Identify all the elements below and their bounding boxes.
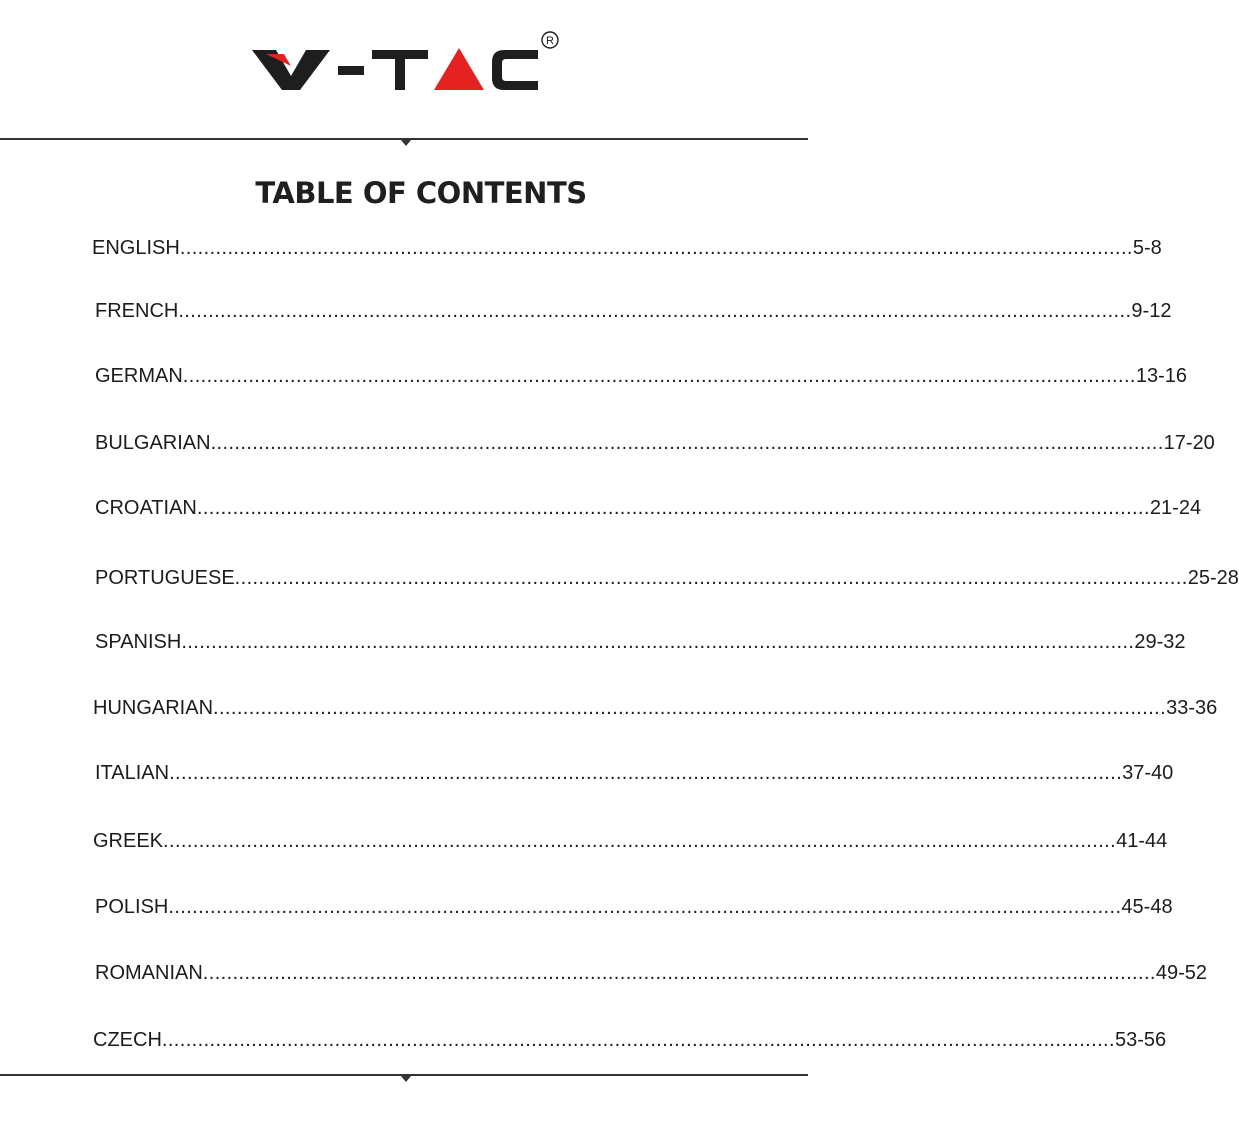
logo-c [492,50,538,90]
toc-leader: ................................................................................................................................................................ [168,896,1122,918]
toc-language: PORTUGUESE [95,567,235,589]
toc-pages: 37-40 [1122,762,1174,784]
toc-leader: ................................................................................................................................................................ [202,962,1156,984]
toc-language: ENGLISH [92,237,180,259]
toc-language: CZECH [93,1029,162,1051]
toc-entry-french [95,295,1172,323]
toc-pages: 17-20 [1163,432,1215,454]
toc-entry-hungarian [93,692,1218,720]
vtac-logo [246,26,566,98]
top-divider-notch [401,140,411,146]
toc-pages: 49-52 [1155,962,1208,984]
toc-language: BULGARIAN [95,432,211,454]
toc-entry-polish [95,891,1173,919]
toc-leader: ................................................................................................................................................................ [179,237,1133,259]
toc-pages: 9-12 [1131,300,1172,322]
toc-language: SPANISH [95,631,182,653]
toc-pages: 5-8 [1132,237,1162,259]
logo-a-triangle [434,48,484,90]
toc-language: ROMANIAN [95,962,203,984]
toc-entry-czech [93,1024,1167,1052]
registered-mark-letter: R [546,35,554,47]
toc-pages: 21-24 [1149,497,1202,519]
toc-pages: 41-44 [1116,830,1168,852]
toc-pages: 29-32 [1134,631,1186,653]
toc-entry-italian [95,757,1174,785]
toc-leader: ................................................................................................................................................................ [196,497,1150,519]
toc-entry-greek [93,825,1168,853]
toc-leader: ................................................................................................................................................................ [161,1029,1115,1051]
toc-entry-spanish [95,626,1186,654]
page-title: TABLE OF CONTENTS [255,176,587,210]
toc-entry-german [95,360,1188,388]
logo-dash [338,66,364,75]
logo-v-mark [252,50,330,90]
toc-language: ITALIAN [95,762,170,784]
toc-entry-portuguese [95,562,1239,590]
toc-leader: ................................................................................................................................................................ [210,432,1164,454]
toc-leader: ................................................................................................................................................................ [182,365,1136,387]
toc-language: FRENCH [95,300,179,322]
toc-leader: ................................................................................................................................................................ [234,567,1188,589]
bottom-divider [0,1074,808,1076]
toc-pages: 13-16 [1135,365,1188,387]
toc-language: HUNGARIAN [93,697,214,719]
toc-language: CROATIAN [95,497,197,519]
toc-leader: ................................................................................................................................................................ [178,300,1132,322]
toc-language: POLISH [95,896,169,918]
toc-entry-romanian [95,957,1208,985]
toc-pages: 25-28 [1187,567,1239,589]
toc-entry-english [92,232,1162,260]
toc-entry-bulgarian [95,427,1215,455]
toc-leader: ................................................................................................................................................................ [213,697,1167,719]
toc-language: GERMAN [95,365,183,387]
toc-leader: ................................................................................................................................................................ [163,830,1117,852]
toc-entry-croatian [95,492,1202,520]
top-divider [0,138,808,140]
toc-pages: 53-56 [1114,1029,1167,1051]
toc-language: GREEK [93,830,164,852]
toc-leader: ................................................................................................................................................................ [181,631,1135,653]
logo-t-stem [395,50,405,90]
toc-pages: 33-36 [1166,697,1218,719]
bottom-divider-notch [401,1076,411,1082]
toc-leader: ................................................................................................................................................................ [169,762,1123,784]
toc-pages: 45-48 [1121,896,1173,918]
